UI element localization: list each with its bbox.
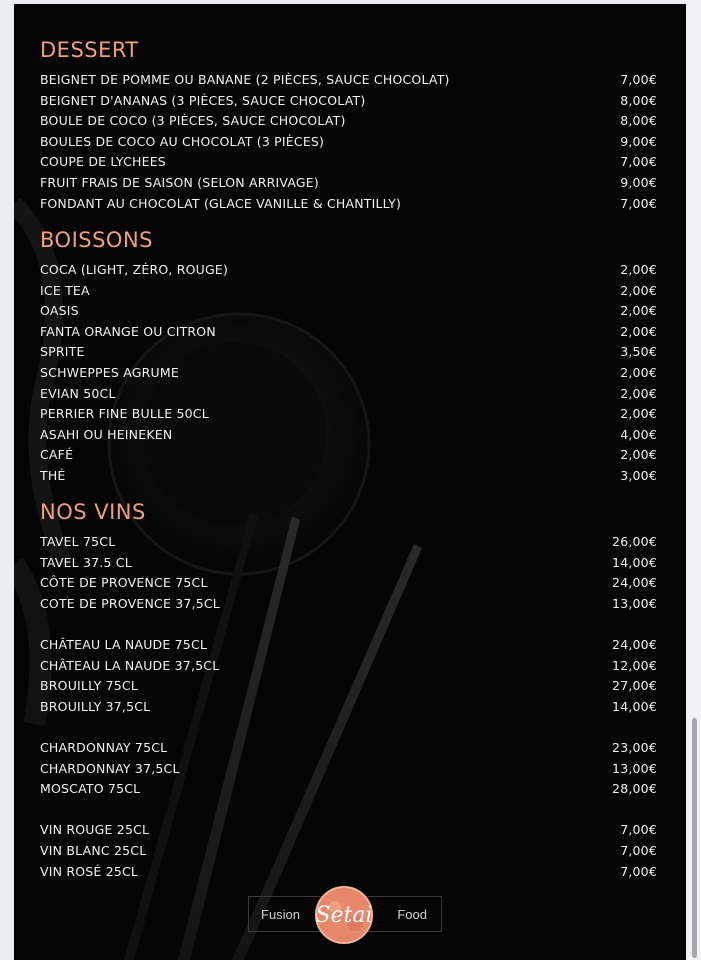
menu-item — [40, 90, 657, 110]
menu-item-price: 7,00€ — [620, 71, 657, 87]
menu-item-name: TAVEL 75CL — [40, 533, 116, 549]
menu-item-name: VIN BLANC 25CL — [40, 842, 147, 858]
menu-item — [40, 383, 657, 403]
menu-item-name: BOULE DE COCO (3 PIÈCES, SAUCE CHOCOLAT) — [40, 112, 346, 128]
menu-item-name: VIN ROUGE 25CL — [40, 821, 150, 837]
menu-item-price: 7,00€ — [620, 153, 657, 169]
menu-item-price: 24,00€ — [612, 574, 657, 590]
menu-item-price: 24,00€ — [612, 636, 657, 652]
menu-item — [40, 840, 657, 860]
menu-item-name: PERRIER FINE BULLE 50CL — [40, 405, 209, 421]
menu-item-name: SCHWEPPES AGRUME — [40, 364, 179, 380]
logo-text-setai: Setai — [315, 903, 373, 928]
menu-item — [40, 172, 657, 192]
menu-item-name: CHARDONNAY 37,5CL — [40, 760, 180, 776]
menu-item-name: COCA (LIGHT, ZÉRO, ROUGE) — [40, 261, 229, 277]
menu-item-name: ASAHI OU HEINEKEN — [40, 426, 173, 442]
menu-item-price: 2,00€ — [620, 323, 657, 339]
menu-item — [40, 696, 657, 716]
menu-item — [40, 69, 657, 89]
menu-item — [40, 655, 657, 675]
menu-item-price: 2,00€ — [620, 302, 657, 318]
menu-item — [40, 193, 657, 213]
section-title-dessert: DESSERT — [40, 38, 139, 62]
menu-item-price: 8,00€ — [620, 112, 657, 128]
section-title-nos-vins: NOS VINS — [40, 500, 146, 524]
menu-item — [40, 675, 657, 695]
logo-emblem-icon — [307, 885, 381, 945]
menu-item — [40, 110, 657, 130]
menu-item — [40, 778, 657, 798]
menu-item — [40, 444, 657, 464]
section-title-boissons: BOISSONS — [40, 228, 153, 252]
menu-item-name: TAVEL 37.5 CL — [40, 554, 132, 570]
menu-item-name: COUPE DE LYCHEES — [40, 153, 166, 169]
menu-item-price: 2,00€ — [620, 385, 657, 401]
menu-item — [40, 362, 657, 382]
menu-item-price: 2,00€ — [620, 405, 657, 421]
menu-item-name: MOSCATO 75CL — [40, 780, 141, 796]
menu-item — [40, 552, 657, 572]
menu-item — [40, 259, 657, 279]
menu-item-name: OASIS — [40, 302, 79, 318]
menu-item — [40, 634, 657, 654]
menu-item-price: 23,00€ — [612, 739, 657, 755]
menu-item-price: 2,00€ — [620, 446, 657, 462]
menu-item-name: FRUIT FRAIS DE SAISON (SELON ARRIVAGE) — [40, 174, 319, 190]
menu-item — [40, 403, 657, 423]
menu-item-price: 3,00€ — [620, 467, 657, 483]
menu-item — [40, 321, 657, 341]
menu-item-price: 2,00€ — [620, 282, 657, 298]
menu-item — [40, 341, 657, 361]
menu-item — [40, 758, 657, 778]
menu-item — [40, 151, 657, 171]
logo-text-fusion: Fusion — [261, 907, 301, 922]
menu-item — [40, 424, 657, 444]
menu-item — [40, 531, 657, 551]
menu-item-price: 2,00€ — [620, 364, 657, 380]
menu-item-name: CHÂTEAU LA NAUDE 75CL — [40, 636, 208, 652]
menu-item — [40, 465, 657, 485]
menu-item-name: COTE DE PROVENCE 37,5CL — [40, 595, 220, 611]
menu-item — [40, 737, 657, 757]
menu-item-name: FONDANT AU CHOCOLAT (GLACE VANILLE & CHANTILLY) — [40, 195, 402, 211]
menu-item — [40, 131, 657, 151]
menu-item — [40, 572, 657, 592]
menu-item-price: 28,00€ — [612, 780, 657, 796]
menu-item — [40, 300, 657, 320]
menu-item-price: 14,00€ — [612, 554, 657, 570]
menu-item-name: EVIAN 50CL — [40, 385, 116, 401]
menu-item-name: CÔTE DE PROVENCE 75CL — [40, 574, 208, 590]
menu-item — [40, 861, 657, 881]
menu-item-name: ICE TEA — [40, 282, 90, 298]
menu-item-name: BROUILLY 37,5CL — [40, 698, 151, 714]
menu-item — [40, 280, 657, 300]
scrollbar-thumb[interactable] — [692, 718, 697, 958]
menu-item-price: 8,00€ — [620, 92, 657, 108]
menu-item-name: BOULES DE COCO AU CHOCOLAT (3 PIÈCES) — [40, 133, 325, 149]
menu-item-name: CAFÉ — [40, 446, 74, 462]
menu-item-name: CHARDONNAY 75CL — [40, 739, 168, 755]
menu-item-price: 9,00€ — [620, 174, 657, 190]
logo-text-food: Food — [397, 907, 427, 922]
menu-item-price: 7,00€ — [620, 195, 657, 211]
restaurant-logo — [248, 896, 442, 932]
menu-item-name: BROUILLY 75CL — [40, 677, 139, 693]
menu-item-name: FANTA ORANGE OU CITRON — [40, 323, 216, 339]
menu-item — [40, 819, 657, 839]
menu-item-name: SPRITE — [40, 343, 85, 359]
menu-item-price: 14,00€ — [612, 698, 657, 714]
menu-item-name: THÉ — [40, 467, 66, 483]
menu-item — [40, 593, 657, 613]
menu-item-price: 13,00€ — [612, 595, 657, 611]
menu-item-price: 9,00€ — [620, 133, 657, 149]
menu-item-price: 2,00€ — [620, 261, 657, 277]
menu-item-price: 27,00€ — [612, 677, 657, 693]
menu-item-name: BEIGNET D'ANANAS (3 PIÈCES, SAUCE CHOCOLAT) — [40, 92, 366, 108]
menu-item-name: VIN ROSÉ 25CL — [40, 863, 139, 879]
scrollbar[interactable] — [686, 0, 701, 960]
menu-item-name: BEIGNET DE POMME OU BANANE (2 PIÈCES, SAUCE CHOCOLAT) — [40, 71, 450, 87]
menu-item-price: 3,50€ — [620, 343, 657, 359]
menu-item-price: 7,00€ — [620, 863, 657, 879]
menu-item-price: 12,00€ — [612, 657, 657, 673]
menu-item-price: 13,00€ — [612, 760, 657, 776]
menu-item-price: 26,00€ — [612, 533, 657, 549]
menu-page — [14, 4, 686, 960]
menu-item-price: 4,00€ — [620, 426, 657, 442]
menu-item-name: CHÂTEAU LA NAUDE 37,5CL — [40, 657, 220, 673]
menu-item-price: 7,00€ — [620, 821, 657, 837]
menu-item-price: 7,00€ — [620, 842, 657, 858]
